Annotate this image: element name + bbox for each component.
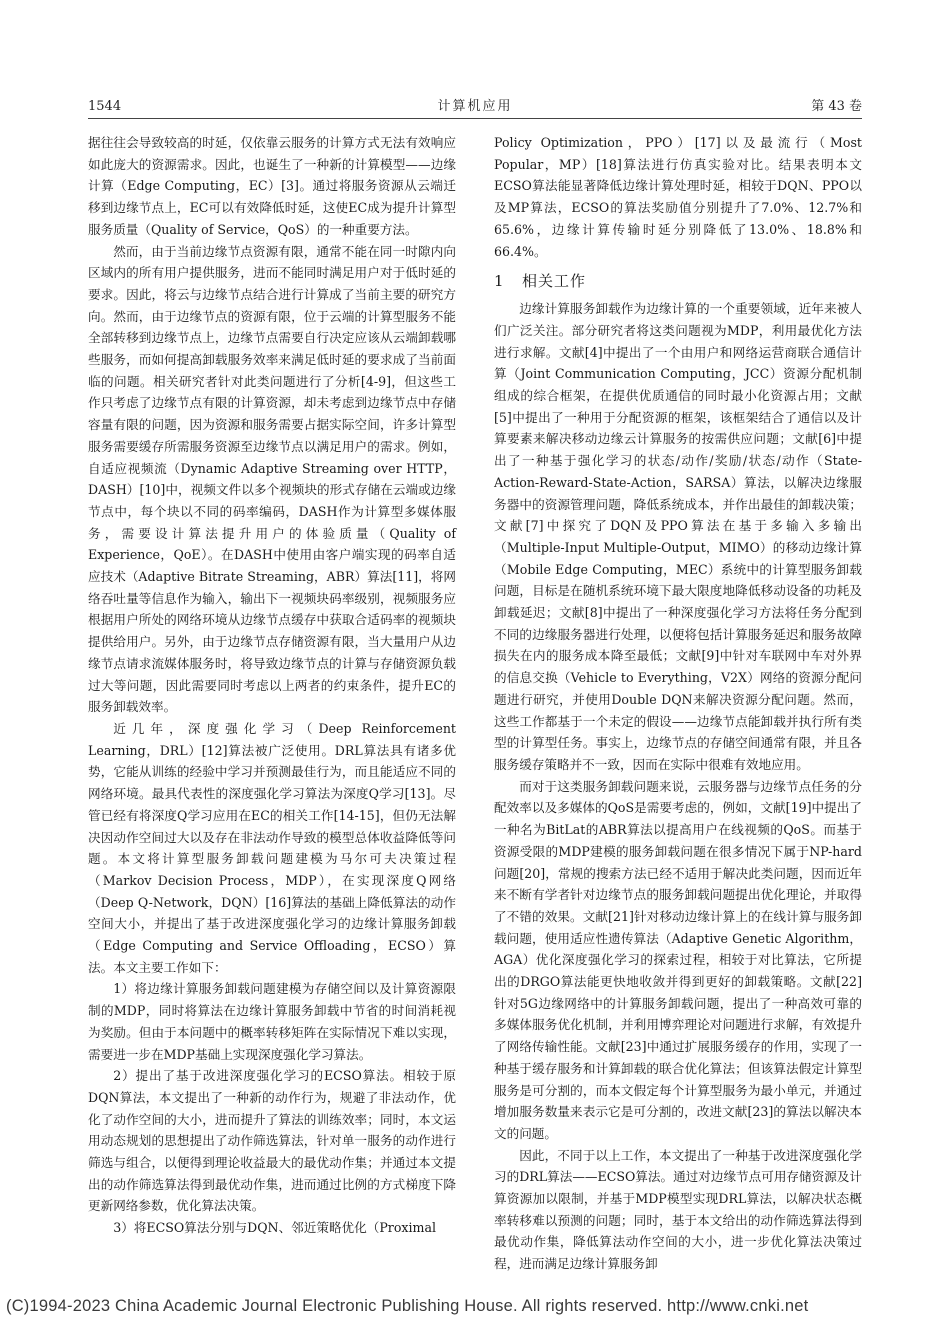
section-title: 相关工作: [522, 272, 587, 291]
paragraph: 1）将边缘计算服务卸载问题建模为存储空间以及计算资源限制的MDP，同时将算法在边缘计算服务卸载中节省的时间消耗视为奖励。但由于本问题中的概率转移矩阵在实际情况下难以实现，需要进一步在MDP基础上实现深度强化学习算法。: [88, 981, 456, 1062]
paragraph: 据往往会导致较高的时延，仅依靠云服务的计算方式无法有效响应如此庞大的资源需求。因此，也诞生了一种新的计算模型——边缘计算（Edge Computing，EC）[3]。通过将服务资源从云端迁移到边缘节点上，EC可以有效降低时延，这使EC成为提升计算型服务质量（Quality of Service，QoS）的一种重要方法。: [88, 135, 456, 237]
copyright-footer: (C)1994-2023 China Academic Journal Electronic Publishing House. All rights reserved. http://www.cnki.net: [6, 1297, 809, 1315]
left-column: [88, 132, 456, 1239]
right-intro: [494, 132, 862, 262]
journal-name: 计算机应用: [437, 99, 513, 114]
paragraph: 而对于这类服务卸载问题来说，云服务器与边缘节点任务的分配效率以及多媒体的QoS是需要考虑的，例如，文献[19]中提出了一种名为BitLat的ABR算法以提高用户在线视频的QoS。而基于资源受限的MDP建模的服务卸载问题在很多情况下属于NP-hard问题[20]，常规的搜索方法已经不适用于解决此类问题，因而近年来不断有学者针对边缘节点的服务卸载问题提出优化理论，并取得了不错的效果。文献[21]针对移动边缘计算上的在线计算与服务卸载问题，使用适应性遗传算法（Adaptive Genetic Algorithm，AGA）优化深度强化学习的探索过程，相较于对比算法，它所提出的DRGO算法能更快地收敛并得到更好的卸载策略。文献[22]针对5G边缘网络中的计算服务卸载问题，提出了一种高效可靠的多媒体服务优化机制，并利用博弈理论对问题进行求解，有效提升了网络传输性能。文献[23]中通过扩展服务缓存的作用，实现了一种基于缓存服务和计算卸载的联合优化算法；但该算法假定计算型服务是可分割的，而本文假定每个计算型服务为最小单元，并通过增加服务数量来表示它是可分割的，改进文献[23]的算法以解决本文的问题。: [494, 778, 862, 1141]
right-body: [494, 298, 862, 1275]
page-number: 1544: [88, 99, 122, 114]
volume-label: 第 43 卷: [811, 99, 862, 114]
paragraph: 3）将ECSO算法分别与DQN、邻近策略优化（Proximal: [113, 1220, 437, 1236]
section-number: 1: [494, 272, 505, 291]
paragraph: 然而，由于当前边缘节点资源有限，通常不能在同一时隙内向区域内的所有用户提供服务，进而不能同时满足用户对于低时延的要求。因此，将云与边缘节点结合进行计算成了当前主要的研究方向。然而，由于边缘节点的资源有限，位于云端的计算型服务不能全部转移到边缘节点上，边缘节点需要自行决定应该从云端卸载哪些服务，而如何提高卸载服务效率来满足低时延的要求成了当前面临的问题。相关研究者针对此类问题进行了分析[4-9]，但这些工作只考虑了边缘节点有限的计算资源，却未考虑到边缘节点中存储容量有限的问题，因为资源和服务需要占据实际空间，许多计算型服务需要缓存所需服务资源至边缘节点以满足用户的需求。例如，自适应视频流（Dynamic Adaptive Streaming over HTTP，DASH）[10]中，视频文件以多个视频块的形式存储在云端或边缘节点中，每个块以不同的码率编码，DASH作为计算型多媒体服务，需要设计算法提升用户的体验质量（Quality of Experience，QoE）。在DASH中使用由客户端实现的码率自适应技术（Adaptive Bitrate Streaming，ABR）算法[11]，将网络吞吐量等信息作为输入，输出下一视频块码率级别，视频服务应根据用户所处的网络环境从边缘节点缓存中获取合适码率的视频块提供给用户。另外，由于边缘节点存储资源有限，当大量用户从边缘节点请求流媒体服务时，将导致边缘节点的计算与存储资源负载过大等问题，因此需要同时考虑以上两者的约束条件，提升EC的服务卸载效率。: [88, 243, 456, 715]
page-header: [88, 88, 862, 119]
paragraph: 因此，不同于以上工作，本文提出了一种基于改进深度强化学习的DRL算法——ECSO算法。通过对边缘节点可用存储资源及计算资源加以限制，并基于MDP模型实现DRL算法，以解决状态概率转移难以预测的问题；同时，基于本文给出的动作筛选算法得到最优动作集，降低算法动作空间的大小，进一步优化算法决策过程，进而满足边缘计算服务卸: [494, 1147, 862, 1272]
paragraph: Policy Optimization，PPO）[17]以及最流行（Most Popular，MP）[18]算法进行仿真实验对比。结果表明本文ECSO算法能显著降低边缘计算处理时延，相较于DQN、PPO以及MP算法，ECSO的算法奖励值分别提升了7.0%、12.7%和65.6%，边缘计算传输时延分别降低了13.0%、18.8%和66.4%。: [494, 135, 862, 259]
paragraph: 2）提出了基于改进深度强化学习的ECSO算法。相较于原DQN算法，本文提出了一种新的动作行为，规避了非法动作，优化了动作空间的大小，进而提升了算法的训练效率；同时，本文运用动态规划的思想提出了动作筛选算法，针对单一服务的动作进行筛选与组合，以便得到理论收益最大的最优动作集；并通过本文提出的动作筛选算法得到最优动作集，进而通过比例的方式梯度下降更新网络参数，优化算法决策。: [88, 1068, 456, 1214]
paragraph: 近几年，深度强化学习（Deep Reinforcement Learning，DRL）[12]算法被广泛使用。DRL算法具有诸多优势，它能从训练的经验中学习并预测最佳行为，而且能适应不同的网络环境。最具代表性的深度强化学习算法为深度Q学习[13]。尽管已经有将深度Q学习应用在EC的相关工作[14-15]，但仍无法解决因动作空间过大以及存在非法动作导致的模型总体收益降低等问题。本文将计算型服务卸载问题建模为马尔可夫决策过程（Markov Decision Process，MDP），在实现深度Q网络（Deep Q-Network，DQN）[16]算法的基础上降低算法的动作空间大小，并提出了基于改进深度强化学习的边缘计算服务卸载（Edge Computing and Service Offloading，ECSO）算法。本文主要工作如下：: [88, 720, 456, 975]
right-column: [494, 132, 862, 1275]
section-heading: [494, 268, 862, 294]
paragraph: 边缘计算服务卸载作为边缘计算的一个重要领域，近年来被人们广泛关注。部分研究者将这类问题视为MDP，利用最优化方法进行求解。文献[4]中提出了一个由用户和网络运营商联合通信计算（Joint Communication Computing，JCC）资源分配机制组成的综合框架，在提供优质通信的同时最小化资源占用；文献[5]中提出了一种用于分配资源的框架，该框架结合了通信以及计算要素来解决移动边缘云计算服务的按需供应问题；文献[6]中提出了一种基于强化学习的状态/动作/奖励/状态/动作（State-Action-Reward-State-Action，SARSA）算法，以解决边缘服务器中的资源管理问题，降低系统成本，并作出最佳的卸载决策；文献[7]中探究了DQN及PPO算法在基于多输入多输出（Multiple-Input Multiple-Output，MIMO）的移动边缘计算（Mobile Edge Computing，MEC）系统中的计算型服务卸载问题，目标是在随机系统环境下最大限度地降低移动设备的功耗及卸载延迟；文献[8]中提出了一种深度强化学习方法将任务分配到不同的边缘服务器进行处理，以便将包括计算服务延迟和服务故障损失在内的服务成本降至最低；文献[9]中针对车联网中车对外界的信息交换（Vehicle to Everything，V2X）网络的资源分配问题进行研究，并使用Double DQN来解决资源分配问题。然而，这些工作都基于一个未定的假设——边缘节点能卸载并执行所有类型的计算型任务。事实上，边缘节点的存储空间通常有限，并且各服务缓存策略并不一致，因而在实际中很难有效地应用。: [494, 301, 862, 772]
